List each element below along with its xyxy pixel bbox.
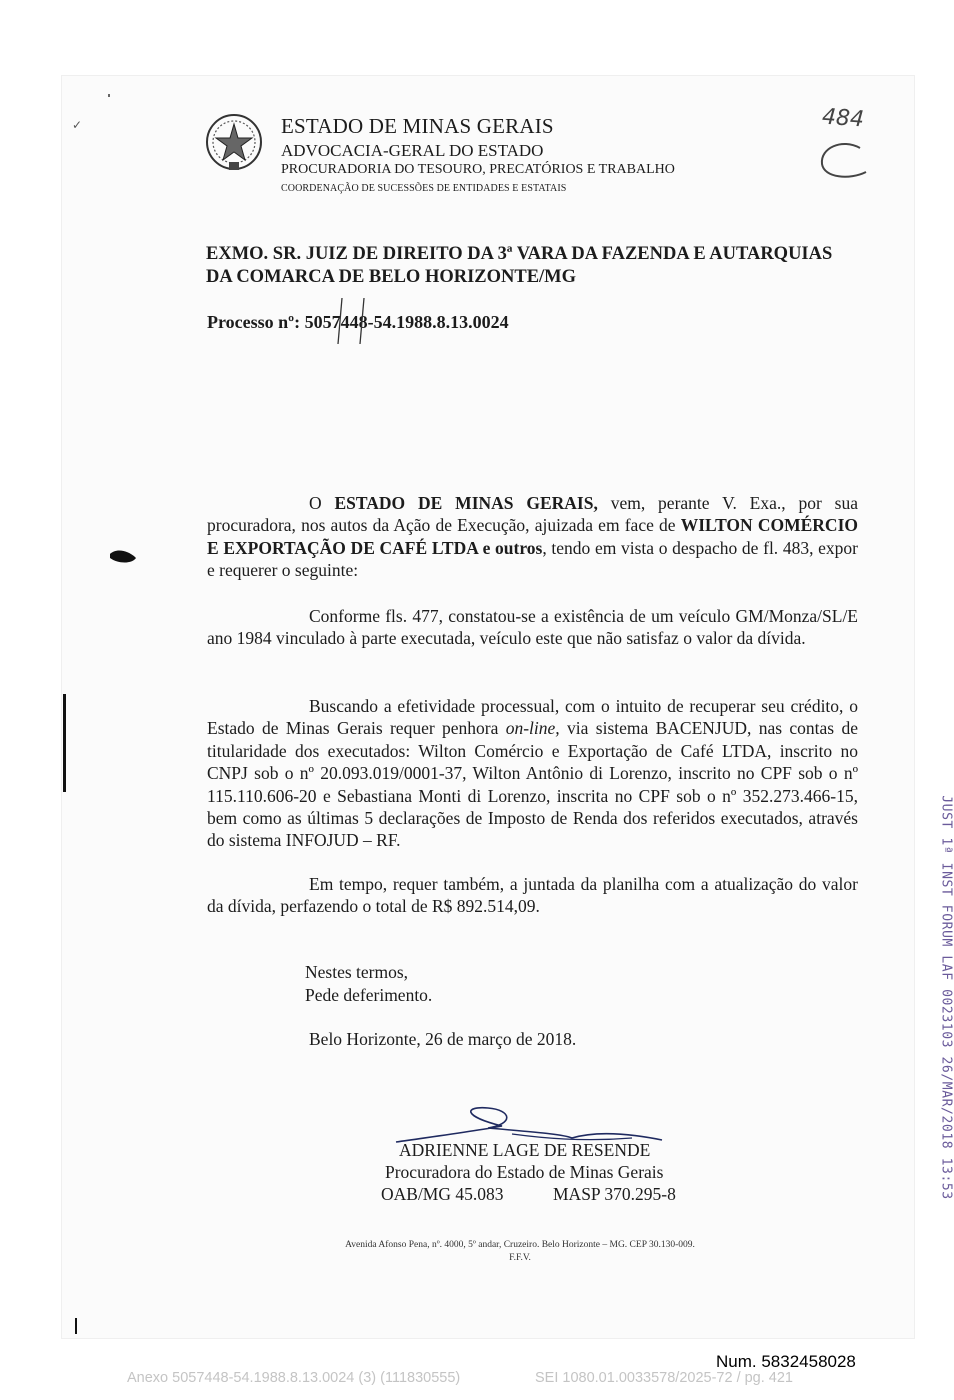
header-department: PROCURADORIA DO TESOURO, PRECATÓRIOS E TRABALHO [281, 162, 675, 177]
closing-line-1: Nestes termos, [305, 962, 409, 982]
request-suffix: via sistema BACENJUD, nas contas de titularidade dos executados: Wilton Comércio e Exportação de Café LTDA, inscrito no CNPJ sob o nº 20.093.019/0001-37, Wilton Antônio di Lorenzo, inscrito no CPF sob o nº 115.110.606-20 e Sebastiana Monti di Lorenzo, inscrita no CPF sob o nº 352.273.466-15, bem como as últimas 5 declarações de Imposto de Renda dos referidos executados, através do sistema INFOJUD – RF. [207, 718, 858, 851]
date-line: Belo Horizonte, 26 de março de 2018. [309, 1029, 577, 1049]
addressee-heading: EXMO. SR. JUIZ DE DIREITO DA 3ª VARA DA FAZENDA E AUTARQUIAS DA COMARCA DE BELO HORIZONTE/MG [206, 244, 833, 287]
intro-party-bold: ESTADO DE MINAS GERAIS, [334, 493, 598, 513]
signatory-oab: OAB/MG 45.083 [381, 1184, 504, 1204]
document-number: Num. 5832458028 [716, 1352, 856, 1371]
handwritten-page-number: 484 [821, 104, 865, 133]
paragraph-request [207, 695, 858, 852]
signatory-masp: MASP 370.295-8 [553, 1184, 676, 1204]
paragraph-update: Em tempo, requer também, a juntada da planilha com a atualização do valor da dívida, perfazendo o total de R$ 892.514,09. [207, 874, 858, 917]
footer-initials: F.F.V. [509, 1253, 531, 1263]
sei-reference: SEI 1080.01.0033578/2025-72 / pg. 421 [535, 1370, 793, 1386]
intro-middle: vem, perante V. Exa., por sua procuradora, nos autos da Ação de Execução, ajuizada em face de [207, 493, 858, 536]
paragraph-vehicle: Conforme fls. 477, constatou-se a existência de um veículo GM/Monza/SL/E ano 1984 vinculado à parte executada, veículo este que não satisfaz o valor da dívida. [207, 606, 858, 649]
request-prefix: Buscando a efetividade processual, com o intuito de recuperar seu crédito, o Estado de Minas Gerais requer penhora [207, 696, 858, 739]
annex-reference: Anexo 5057448-54.1988.8.13.0024 (3) (111830555) [127, 1370, 461, 1386]
intro-suffix: , tendo em vista o despacho de fl. 483, expor e requerer o seguinte: [207, 537, 858, 581]
closing-line-2: Pede deferimento. [305, 985, 433, 1005]
coat-of-arms-icon [204, 112, 264, 174]
header-agency: ADVOCACIA-GERAL DO ESTADO [281, 141, 544, 160]
process-label: Processo nº: [207, 312, 301, 332]
signatory-name: ADRIENNE LAGE DE RESENDE [399, 1140, 651, 1160]
request-italic: on-line, [505, 718, 560, 739]
intro-prefix: O [309, 493, 335, 513]
handwritten-strike-marks [334, 296, 374, 346]
signatory-title: Procuradora do Estado de Minas Gerais [385, 1162, 664, 1182]
process-number: 5057448-54.1988.8.13.0024 [304, 312, 509, 332]
handwritten-initial-mark [812, 140, 870, 184]
scan-edge-line-bottom [75, 1318, 77, 1334]
header-state: ESTADO DE MINAS GERAIS [281, 114, 554, 138]
paragraph-intro [207, 492, 858, 582]
footer-address: Avenida Afonso Pena, nº. 4000, 5º andar, Cruzeiro. Belo Horizonte – MG. CEP 30.130-009. [345, 1240, 695, 1250]
ink-blot [108, 548, 138, 566]
scan-speck [108, 94, 110, 97]
intro-defendant-bold: WILTON COMÉRCIO E EXPORTAÇÃO DE CAFÉ LTDA e outros [207, 515, 858, 558]
scan-edge-line [63, 694, 66, 792]
header-coordination: COORDENAÇÃO DE SUCESSÕES DE ENTIDADES E ESTATAIS [281, 183, 567, 194]
protocol-stamp: JUST 1ª INST FORUM LAF 0023103 26/MAR/2018 13:53 [938, 795, 954, 1200]
margin-tick-mark: ✓ [72, 118, 83, 132]
